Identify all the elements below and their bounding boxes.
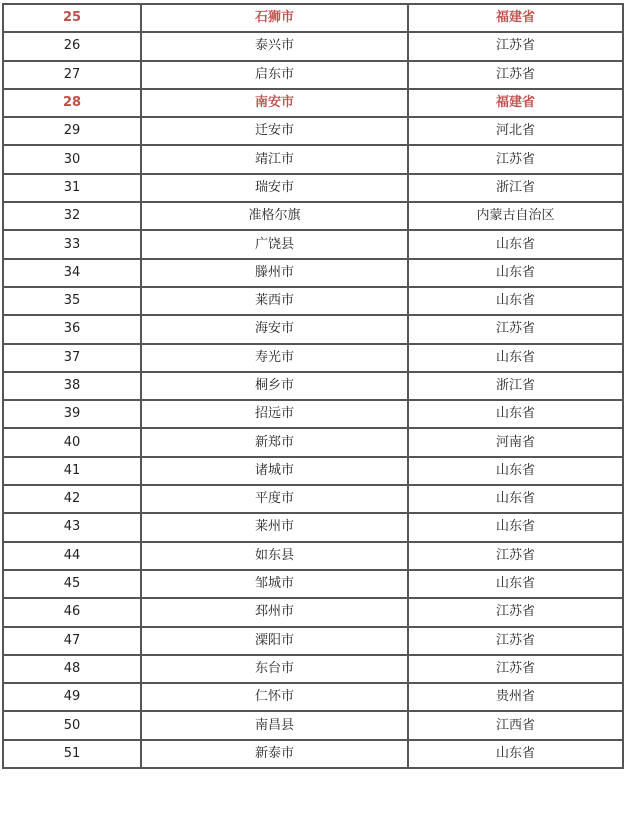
table-row bbox=[3, 117, 623, 145]
province-cell: 山东省 bbox=[408, 230, 623, 258]
table-row bbox=[3, 315, 623, 343]
city-cell: 广饶县 bbox=[141, 230, 408, 258]
table-row bbox=[3, 202, 623, 230]
table-row bbox=[3, 230, 623, 258]
rank-cell: 42 bbox=[3, 485, 141, 513]
province-cell: 福建省 bbox=[408, 89, 623, 117]
table-row bbox=[3, 400, 623, 428]
table-row bbox=[3, 570, 623, 598]
rank-cell: 40 bbox=[3, 428, 141, 456]
province-cell: 浙江省 bbox=[408, 372, 623, 400]
table-row bbox=[3, 89, 623, 117]
province-cell: 山东省 bbox=[408, 513, 623, 541]
city-cell: 桐乡市 bbox=[141, 372, 408, 400]
province-cell: 山东省 bbox=[408, 400, 623, 428]
province-cell: 福建省 bbox=[408, 4, 623, 32]
table-row bbox=[3, 598, 623, 626]
rank-cell: 32 bbox=[3, 202, 141, 230]
city-cell: 新郑市 bbox=[141, 428, 408, 456]
table-row bbox=[3, 513, 623, 541]
province-cell: 贵州省 bbox=[408, 683, 623, 711]
province-cell: 江苏省 bbox=[408, 598, 623, 626]
city-cell: 海安市 bbox=[141, 315, 408, 343]
city-cell: 南安市 bbox=[141, 89, 408, 117]
table-row bbox=[3, 287, 623, 315]
table-row bbox=[3, 32, 623, 60]
rank-cell: 41 bbox=[3, 457, 141, 485]
table-row bbox=[3, 655, 623, 683]
table-row bbox=[3, 457, 623, 485]
city-cell: 如东县 bbox=[141, 542, 408, 570]
city-cell: 莱州市 bbox=[141, 513, 408, 541]
city-cell: 邹城市 bbox=[141, 570, 408, 598]
rank-cell: 34 bbox=[3, 259, 141, 287]
province-cell: 江苏省 bbox=[408, 655, 623, 683]
city-cell: 迁安市 bbox=[141, 117, 408, 145]
rank-cell: 51 bbox=[3, 740, 141, 768]
county-ranking-table bbox=[2, 3, 624, 769]
rank-cell: 36 bbox=[3, 315, 141, 343]
table-row bbox=[3, 344, 623, 372]
province-cell: 内蒙古自治区 bbox=[408, 202, 623, 230]
rank-cell: 46 bbox=[3, 598, 141, 626]
rank-cell: 49 bbox=[3, 683, 141, 711]
rank-cell: 44 bbox=[3, 542, 141, 570]
table-row bbox=[3, 259, 623, 287]
rank-cell: 35 bbox=[3, 287, 141, 315]
rank-cell: 50 bbox=[3, 711, 141, 739]
rank-cell: 47 bbox=[3, 627, 141, 655]
city-cell: 莱西市 bbox=[141, 287, 408, 315]
city-cell: 诸城市 bbox=[141, 457, 408, 485]
table-row bbox=[3, 428, 623, 456]
province-cell: 山东省 bbox=[408, 740, 623, 768]
province-cell: 浙江省 bbox=[408, 174, 623, 202]
rank-cell: 38 bbox=[3, 372, 141, 400]
table-row bbox=[3, 542, 623, 570]
table-row bbox=[3, 174, 623, 202]
city-cell: 平度市 bbox=[141, 485, 408, 513]
province-cell: 山东省 bbox=[408, 485, 623, 513]
city-cell: 溧阳市 bbox=[141, 627, 408, 655]
city-cell: 寿光市 bbox=[141, 344, 408, 372]
rank-cell: 48 bbox=[3, 655, 141, 683]
rank-cell: 33 bbox=[3, 230, 141, 258]
rank-cell: 27 bbox=[3, 61, 141, 89]
city-cell: 准格尔旗 bbox=[141, 202, 408, 230]
table-row bbox=[3, 4, 623, 32]
city-cell: 启东市 bbox=[141, 61, 408, 89]
rank-cell: 39 bbox=[3, 400, 141, 428]
rank-cell: 25 bbox=[3, 4, 141, 32]
province-cell: 江苏省 bbox=[408, 32, 623, 60]
city-cell: 泰兴市 bbox=[141, 32, 408, 60]
city-cell: 东台市 bbox=[141, 655, 408, 683]
rank-cell: 31 bbox=[3, 174, 141, 202]
city-cell: 瑞安市 bbox=[141, 174, 408, 202]
table-row bbox=[3, 683, 623, 711]
rank-cell: 45 bbox=[3, 570, 141, 598]
table-row bbox=[3, 627, 623, 655]
province-cell: 河北省 bbox=[408, 117, 623, 145]
table-row bbox=[3, 145, 623, 173]
province-cell: 江西省 bbox=[408, 711, 623, 739]
table-row bbox=[3, 61, 623, 89]
table-row bbox=[3, 740, 623, 768]
province-cell: 江苏省 bbox=[408, 145, 623, 173]
rank-cell: 28 bbox=[3, 89, 141, 117]
city-cell: 招远市 bbox=[141, 400, 408, 428]
rank-cell: 43 bbox=[3, 513, 141, 541]
province-cell: 山东省 bbox=[408, 287, 623, 315]
city-cell: 滕州市 bbox=[141, 259, 408, 287]
table-row bbox=[3, 711, 623, 739]
rank-cell: 29 bbox=[3, 117, 141, 145]
city-cell: 南昌县 bbox=[141, 711, 408, 739]
table-row bbox=[3, 372, 623, 400]
table-body bbox=[3, 4, 623, 768]
ranking-table-container bbox=[2, 3, 622, 769]
province-cell: 江苏省 bbox=[408, 542, 623, 570]
city-cell: 石狮市 bbox=[141, 4, 408, 32]
province-cell: 河南省 bbox=[408, 428, 623, 456]
city-cell: 新泰市 bbox=[141, 740, 408, 768]
province-cell: 江苏省 bbox=[408, 315, 623, 343]
province-cell: 江苏省 bbox=[408, 627, 623, 655]
province-cell: 山东省 bbox=[408, 259, 623, 287]
table-row bbox=[3, 485, 623, 513]
province-cell: 江苏省 bbox=[408, 61, 623, 89]
city-cell: 靖江市 bbox=[141, 145, 408, 173]
province-cell: 山东省 bbox=[408, 457, 623, 485]
rank-cell: 26 bbox=[3, 32, 141, 60]
rank-cell: 30 bbox=[3, 145, 141, 173]
city-cell: 仁怀市 bbox=[141, 683, 408, 711]
province-cell: 山东省 bbox=[408, 570, 623, 598]
province-cell: 山东省 bbox=[408, 344, 623, 372]
rank-cell: 37 bbox=[3, 344, 141, 372]
city-cell: 邳州市 bbox=[141, 598, 408, 626]
